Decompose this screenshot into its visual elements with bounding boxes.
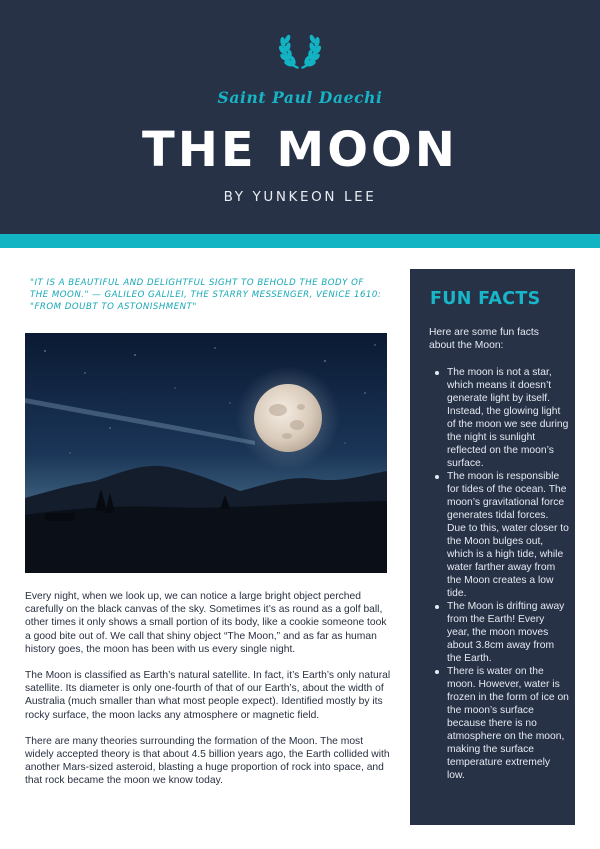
article-body: [25, 590, 393, 801]
moon-photo: [25, 333, 387, 573]
list-item: There is water on the moon. However, water is frozen in the form of ice on the moon’s surface because there is no atmosphere on the moon, making the surface temperature extremely low.: [429, 665, 569, 782]
article-paragraph: The Moon is classified as Earth’s natural satellite. In fact, it’s Earth’s only natural satellite. Its diameter is only one-fourth of that of our Earth’s, about the width of Australia (much smaller than what most people expect). Identified mostly by its rocky surface, the moon lacks any atmosphere or magnetic field.: [25, 670, 391, 721]
article-paragraph: There are many theories surrounding the formation of the Moon. The most widely accepted theory is that about 4.5 billion years ago, the Earth collided with another Mars-sized asteroid, blasting a huge proportion of rock into space, and that rock became the moon we know today.: [25, 735, 390, 787]
article-paragraph: Every night, when we look up, we can notice a large bright object perched carefully on the black canvas of the sky. Sometimes it’s as round as a golf ball, other times it only shows a small portion of its body, like a cookie someone took a good bite out of. We call that shiny object “The Moon,” and as far as human history goes, the moon has been with us every single night.: [25, 591, 387, 655]
fun-facts-sidebar: [410, 269, 575, 825]
school-name: Saint Paul Daechi: [217, 88, 383, 107]
author-byline: BY YUNKEON LEE: [223, 189, 377, 205]
fun-facts-title: FUN FACTS: [430, 289, 541, 309]
fun-facts-intro: Here are some fun facts about the Moon:: [429, 327, 539, 351]
accent-divider: [0, 234, 600, 248]
galileo-quote: "IT IS A BEAUTIFUL AND DELIGHTFUL SIGHT TO BEHOLD THE BODY OF THE MOON." — GALILEO GALILEI, THE STARRY MESSENGER, VENICE 1610: "FROM DOUBT TO ASTONISHMENT": [30, 278, 382, 312]
fun-facts-list: [429, 366, 569, 782]
page-title: THE MOON: [142, 122, 458, 178]
header-banner: [0, 0, 600, 234]
list-item: The moon is not a star, which means it doesn’t generate light by itself. Instead, the glowing light of the moon we see during the night is sunlight reflected on the moon’s surface.: [429, 366, 569, 470]
list-item: The moon is responsible for tides of the ocean. The moon’s gravitational force generates tidal forces. Due to this, water closer to the Moon bulges out, which is a high tide, while water farther away from the Moon creates a low tide.: [429, 470, 569, 600]
laurel-wreath-icon: [278, 28, 322, 72]
list-item: The Moon is drifting away from the Earth! Every year, the moon moves about 3.8cm away from the Earth.: [429, 600, 569, 665]
